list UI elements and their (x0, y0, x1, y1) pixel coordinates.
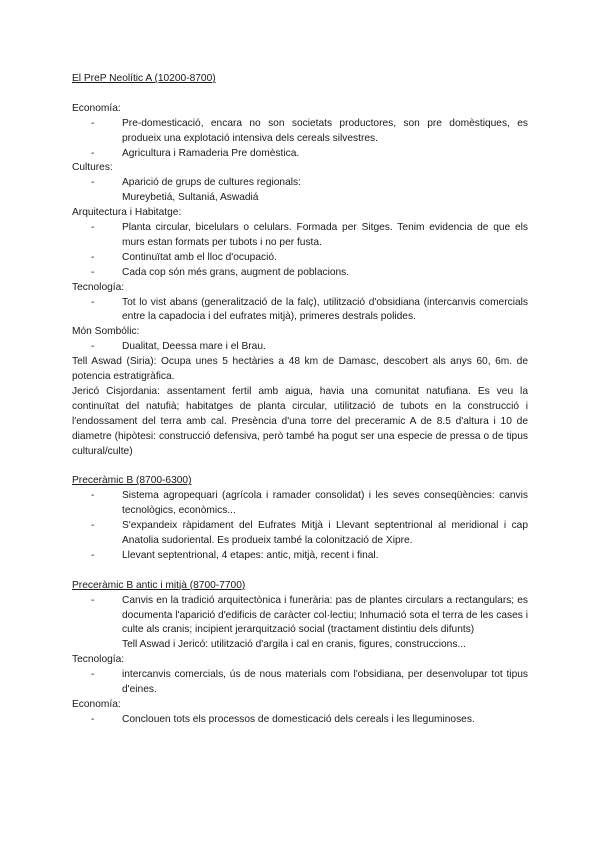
list-item-continuation: Tell Aswad i Jericó: utilització d'argila i cal en cranis, figures, construccions... (122, 639, 466, 651)
section-title: Preceràmic B (8700-6300) (72, 475, 192, 487)
heading-tecnologia: Tecnología: (72, 654, 125, 666)
list-item-continuation: Mureybetiá, Sultaniá, Aswadiá (122, 192, 259, 204)
list-item: - S'expandeix ràpidament del Eufrates Mitjà i Llevant septentrional al meridional i cap Anatolia sudoriental. Es produeix també la colonització de Xipre. (72, 519, 528, 549)
paragraph-tell-aswad: Tell Aswad (Siria): Ocupa unes 5 hectàries a 48 km de Damasc, descobert als anys 60, 6m. de potencia estratigràfica. (72, 356, 528, 383)
heading-tecnologia: Tecnología: (72, 281, 125, 293)
list-item: - Tot lo vist abans (generalització de la falç), utilització d'obsidiana (intercanvis comercials entre la capadocia i del eufrates mitjà), primeres destrals polides. (72, 296, 528, 326)
heading-economia: Economía: (72, 102, 121, 114)
list-item: - Planta circular, bicelulars o celulars. Formada per Sitges. Tenim evidencia de que els murs estan formats per tubots i no per fusta. (72, 221, 528, 251)
list-item: - Canvis en la tradició arquitectònica i funerària: pas de plantes circulars a rectangulars; es documenta l'aparició d'edificis de caràcter col·lectiu; Inhumació sota el terra de les cases i culte als cranis; incipient jerarquització social (tractament distintiu dels difunts) (72, 594, 528, 639)
heading-mon-simbolic: Món Sombólic: (72, 326, 140, 338)
list-item: - Agricultura i Ramaderia Pre domèstica. (72, 147, 528, 162)
section-title: Preceràmic B antic i mitjà (8700-7700) (72, 579, 246, 591)
list-item: - intercanvis comercials, ús de nous materials com l'obsidiana, per desenvolupar tot tipus d'eines. (72, 668, 528, 698)
document-page (72, 72, 528, 728)
list-item: - Sistema agropequari (agrícola i ramader consolidat) i les seves conseqüències: canvis tecnològics, econòmics... (72, 489, 528, 519)
list-item: - Llevant septentrional, 4 etapes: antic, mitjà, recent i final. (72, 549, 528, 564)
list-item: - Dualitat, Deessa mare i el Brau. (72, 340, 528, 355)
list-item: - Aparició de grups de cultures regionals: (72, 176, 528, 191)
heading-arquitectura: Arquitectura i Habitatge: (72, 207, 182, 219)
list-item: - Continuïtat amb el lloc d'ocupació. (72, 251, 528, 266)
heading-cultures: Cultures: (72, 162, 113, 174)
paragraph-jerico: Jericó Cisjordania: assentament fertil amb aigua, havia una comunitat natufiana. Es veu la continuïtat del natufià; habitatges de planta circular, utilització de tubots en la construcció i l'endossament del terra amb cal. Presència d'una torre del preceramic A de 8.5 d'altura i 10 de diametre (hipòtesi: construcció defensiva, però també ha pogut ser una especie de pressa o de tipus cultural/culte) (72, 386, 528, 457)
section-title: El PreP Neolític A (10200-8700) (72, 73, 216, 84)
list-item: - Pre-domesticació, encara no son societats productores, son pre domèstiques, es produeix una explotació intensiva dels cereals silvestres. (72, 117, 528, 147)
heading-economia: Economía: (72, 699, 121, 711)
list-item: - Conclouen tots els processos de domesticació dels cereals i les lleguminoses. (72, 713, 528, 728)
list-item: - Cada cop són més grans, augment de poblacions. (72, 266, 528, 281)
